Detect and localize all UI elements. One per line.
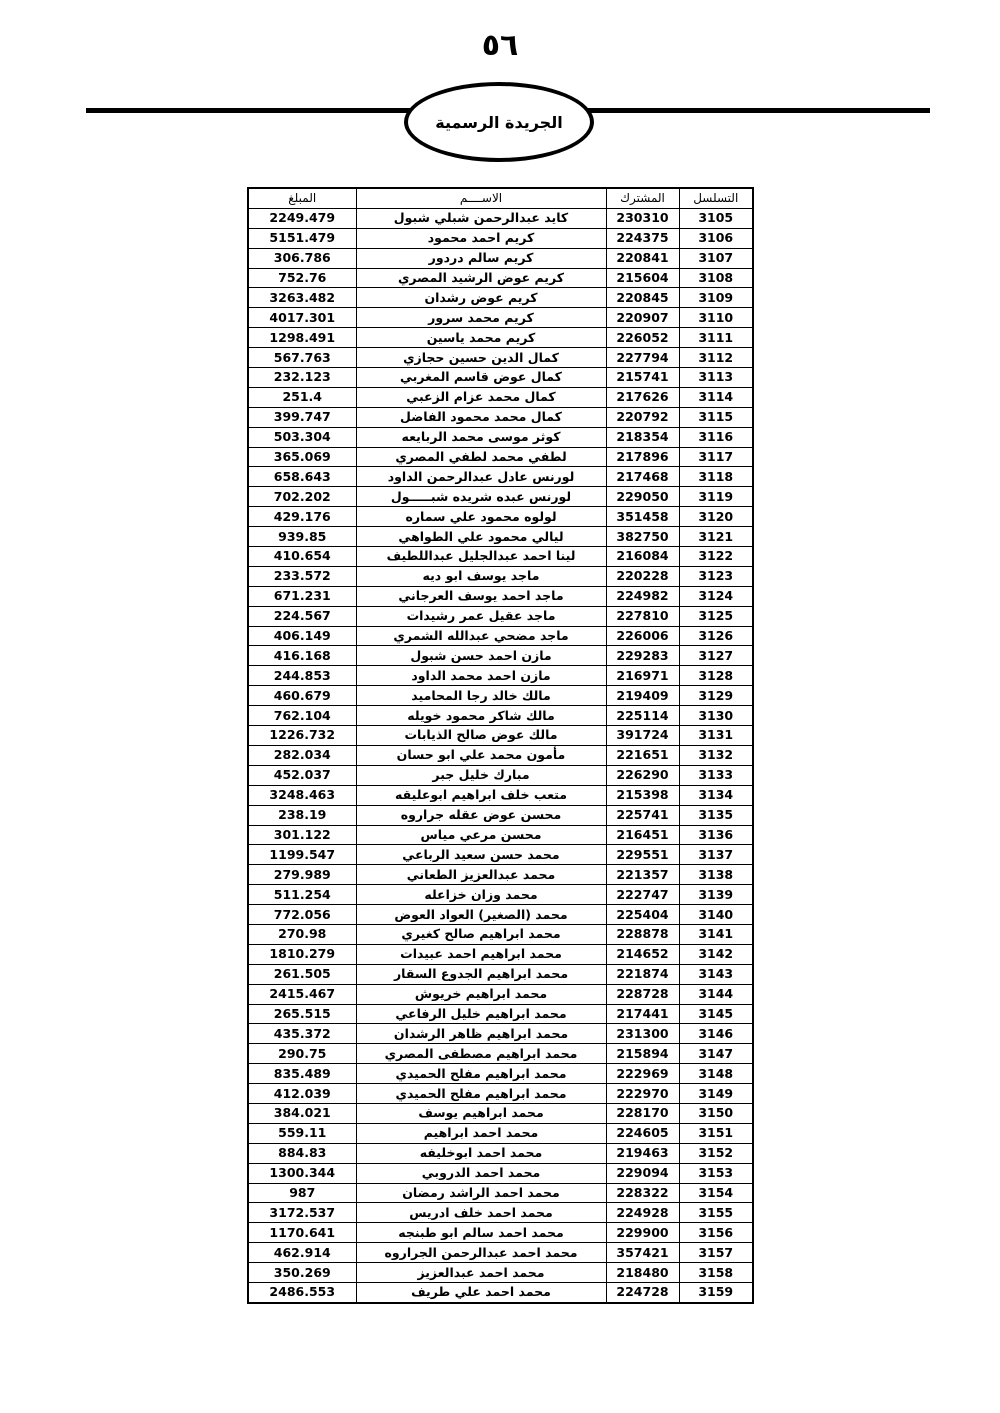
table-row xyxy=(248,1123,753,1143)
cell-serial: 3121 xyxy=(679,527,753,547)
cell-name: مالك خالد رجا المحاميد xyxy=(356,686,606,706)
cell-amount: 1199.547 xyxy=(248,845,356,865)
cell-serial: 3153 xyxy=(679,1163,753,1183)
cell-amount: 232.123 xyxy=(248,368,356,388)
cell-subscriber: 224982 xyxy=(606,586,679,606)
cell-subscriber: 231300 xyxy=(606,1024,679,1044)
cell-serial: 3113 xyxy=(679,368,753,388)
table-row xyxy=(248,885,753,905)
cell-serial: 3146 xyxy=(679,1024,753,1044)
cell-subscriber: 226290 xyxy=(606,765,679,785)
table-row xyxy=(248,1183,753,1203)
cell-serial: 3106 xyxy=(679,228,753,248)
cell-serial: 3126 xyxy=(679,626,753,646)
cell-subscriber: 218480 xyxy=(606,1263,679,1283)
cell-subscriber: 217896 xyxy=(606,447,679,467)
cell-amount: 987 xyxy=(248,1183,356,1203)
header-oval xyxy=(404,82,594,162)
cell-serial: 3151 xyxy=(679,1123,753,1143)
cell-amount: 365.069 xyxy=(248,447,356,467)
cell-amount: 762.104 xyxy=(248,706,356,726)
cell-amount: 261.505 xyxy=(248,964,356,984)
table-row xyxy=(248,248,753,268)
cell-name: متعب خلف ابراهيم ابوعليقه xyxy=(356,785,606,805)
table-row xyxy=(248,706,753,726)
cell-amount: 279.989 xyxy=(248,865,356,885)
cell-subscriber: 214652 xyxy=(606,944,679,964)
cell-serial: 3142 xyxy=(679,944,753,964)
cell-name: كريم احمد محمود xyxy=(356,228,606,248)
table-row xyxy=(248,646,753,666)
cell-subscriber: 220228 xyxy=(606,566,679,586)
cell-serial: 3144 xyxy=(679,984,753,1004)
cell-name: مأمون محمد علي ابو حسان xyxy=(356,745,606,765)
cell-subscriber: 220841 xyxy=(606,248,679,268)
cell-name: محمد احمد سالم ابو طبنجه xyxy=(356,1223,606,1243)
cell-name: مازن احمد محمد الداود xyxy=(356,666,606,686)
cell-name: محمد احمد الدروبي xyxy=(356,1163,606,1183)
table-row xyxy=(248,447,753,467)
cell-name: مالك عوض صالح الذيابات xyxy=(356,726,606,746)
cell-serial: 3116 xyxy=(679,427,753,447)
cell-subscriber: 220907 xyxy=(606,308,679,328)
cell-subscriber: 224728 xyxy=(606,1282,679,1302)
cell-name: محمد احمد ابوخليفه xyxy=(356,1143,606,1163)
cell-amount: 1300.344 xyxy=(248,1163,356,1183)
cell-name: محمد ابراهيم خليل الرفاعي xyxy=(356,1004,606,1024)
cell-serial: 3149 xyxy=(679,1084,753,1104)
cell-name: لورنس عادل عبدالرحمن الداود xyxy=(356,467,606,487)
cell-name: محمد وزان خزاعله xyxy=(356,885,606,905)
cell-name: مالك شاكر محمود خويله xyxy=(356,706,606,726)
cell-amount: 752.76 xyxy=(248,268,356,288)
cell-name: كريم محمد سرور xyxy=(356,308,606,328)
table-row xyxy=(248,368,753,388)
cell-serial: 3158 xyxy=(679,1263,753,1283)
page-number: ٥٦ xyxy=(481,28,519,63)
cell-amount: 5151.479 xyxy=(248,228,356,248)
cell-serial: 3110 xyxy=(679,308,753,328)
cell-amount: 306.786 xyxy=(248,248,356,268)
cell-serial: 3135 xyxy=(679,805,753,825)
cell-name: كايد عبدالرحمن شبلي شبول xyxy=(356,208,606,228)
cell-name: كريم عوض رشدان xyxy=(356,288,606,308)
cell-amount: 452.037 xyxy=(248,765,356,785)
cell-serial: 3139 xyxy=(679,885,753,905)
table-row xyxy=(248,387,753,407)
cell-serial: 3114 xyxy=(679,387,753,407)
table-row xyxy=(248,845,753,865)
cell-subscriber: 222969 xyxy=(606,1064,679,1084)
cell-amount: 559.11 xyxy=(248,1123,356,1143)
cell-amount: 301.122 xyxy=(248,825,356,845)
table-row xyxy=(248,1064,753,1084)
cell-amount: 282.034 xyxy=(248,745,356,765)
table-row xyxy=(248,984,753,1004)
cell-name: كوثر موسى محمد الربايعه xyxy=(356,427,606,447)
cell-amount: 939.85 xyxy=(248,527,356,547)
table-row xyxy=(248,308,753,328)
cell-name: محمد احمد علي طريف xyxy=(356,1282,606,1302)
cell-amount: 384.021 xyxy=(248,1103,356,1123)
cell-amount: 1226.732 xyxy=(248,726,356,746)
cell-subscriber: 215604 xyxy=(606,268,679,288)
cell-serial: 3128 xyxy=(679,666,753,686)
cell-amount: 416.168 xyxy=(248,646,356,666)
cell-subscriber: 391724 xyxy=(606,726,679,746)
cell-serial: 3152 xyxy=(679,1143,753,1163)
table-row xyxy=(248,487,753,507)
cell-name: ماجد عقيل عمر رشيدات xyxy=(356,606,606,626)
cell-amount: 238.19 xyxy=(248,805,356,825)
cell-subscriber: 229283 xyxy=(606,646,679,666)
table-row xyxy=(248,228,753,248)
cell-name: محمد احمد الراشد رمضان xyxy=(356,1183,606,1203)
cell-name: لينا احمد عبدالجليل عبداللطيف xyxy=(356,547,606,567)
cell-amount: 567.763 xyxy=(248,348,356,368)
table-row xyxy=(248,1143,753,1163)
cell-subscriber: 351458 xyxy=(606,507,679,527)
cell-amount: 3172.537 xyxy=(248,1203,356,1223)
cell-serial: 3133 xyxy=(679,765,753,785)
table-row xyxy=(248,1044,753,1064)
cell-amount: 835.489 xyxy=(248,1064,356,1084)
header-subscriber: المشترك xyxy=(606,188,679,208)
table-row xyxy=(248,348,753,368)
cell-name: محسن مرعي مياس xyxy=(356,825,606,845)
cell-serial: 3150 xyxy=(679,1103,753,1123)
table-row xyxy=(248,1282,753,1302)
cell-subscriber: 229551 xyxy=(606,845,679,865)
table-row xyxy=(248,944,753,964)
cell-subscriber: 216451 xyxy=(606,825,679,845)
cell-amount: 1170.641 xyxy=(248,1223,356,1243)
table-row xyxy=(248,407,753,427)
cell-name: ليالي محمود علي الطواهي xyxy=(356,527,606,547)
cell-serial: 3155 xyxy=(679,1203,753,1223)
table-row xyxy=(248,924,753,944)
cell-amount: 462.914 xyxy=(248,1243,356,1263)
table-row xyxy=(248,427,753,447)
cell-serial: 3117 xyxy=(679,447,753,467)
table-row xyxy=(248,208,753,228)
cell-amount: 350.269 xyxy=(248,1263,356,1283)
payments-table-container xyxy=(247,187,752,1304)
header-amount: المبلغ xyxy=(248,188,356,208)
cell-subscriber: 215894 xyxy=(606,1044,679,1064)
cell-serial: 3125 xyxy=(679,606,753,626)
header-serial: التسلسل xyxy=(679,188,753,208)
cell-name: محمد ابراهيم مصطفى المصري xyxy=(356,1044,606,1064)
table-row xyxy=(248,1084,753,1104)
cell-serial: 3156 xyxy=(679,1223,753,1243)
table-row xyxy=(248,666,753,686)
cell-subscriber: 216971 xyxy=(606,666,679,686)
cell-subscriber: 357421 xyxy=(606,1243,679,1263)
table-row xyxy=(248,606,753,626)
cell-subscriber: 224928 xyxy=(606,1203,679,1223)
cell-name: محمد ابراهيم مفلح الحميدي xyxy=(356,1064,606,1084)
cell-serial: 3122 xyxy=(679,547,753,567)
cell-subscriber: 228728 xyxy=(606,984,679,1004)
cell-serial: 3159 xyxy=(679,1282,753,1302)
cell-amount: 2249.479 xyxy=(248,208,356,228)
cell-amount: 244.853 xyxy=(248,666,356,686)
cell-subscriber: 226006 xyxy=(606,626,679,646)
cell-serial: 3143 xyxy=(679,964,753,984)
cell-amount: 702.202 xyxy=(248,487,356,507)
cell-subscriber: 217441 xyxy=(606,1004,679,1024)
cell-subscriber: 225114 xyxy=(606,706,679,726)
cell-serial: 3127 xyxy=(679,646,753,666)
cell-subscriber: 221874 xyxy=(606,964,679,984)
cell-serial: 3132 xyxy=(679,745,753,765)
cell-amount: 1810.279 xyxy=(248,944,356,964)
cell-subscriber: 222747 xyxy=(606,885,679,905)
cell-subscriber: 228878 xyxy=(606,924,679,944)
cell-subscriber: 220845 xyxy=(606,288,679,308)
cell-amount: 3263.482 xyxy=(248,288,356,308)
cell-name: مبارك خليل جبر xyxy=(356,765,606,785)
table-row xyxy=(248,805,753,825)
header-name: الاســــم xyxy=(356,188,606,208)
table-row xyxy=(248,527,753,547)
table-row xyxy=(248,467,753,487)
cell-serial: 3105 xyxy=(679,208,753,228)
cell-subscriber: 221651 xyxy=(606,745,679,765)
cell-name: لورنس عبده شريده شبـــــول xyxy=(356,487,606,507)
cell-serial: 3111 xyxy=(679,328,753,348)
cell-subscriber: 216084 xyxy=(606,547,679,567)
cell-amount: 290.75 xyxy=(248,1044,356,1064)
cell-name: محمد ابراهيم الجدوع السقار xyxy=(356,964,606,984)
cell-amount: 270.98 xyxy=(248,924,356,944)
cell-name: محمد احمد خلف ادريس xyxy=(356,1203,606,1223)
cell-amount: 435.372 xyxy=(248,1024,356,1044)
cell-subscriber: 224375 xyxy=(606,228,679,248)
header-title: الجريدة الرسمية xyxy=(435,112,563,132)
table-row xyxy=(248,865,753,885)
cell-amount: 412.039 xyxy=(248,1084,356,1104)
cell-serial: 3129 xyxy=(679,686,753,706)
cell-amount: 3248.463 xyxy=(248,785,356,805)
table-row xyxy=(248,1203,753,1223)
cell-serial: 3130 xyxy=(679,706,753,726)
cell-subscriber: 225404 xyxy=(606,905,679,925)
cell-name: مازن احمد حسن شبول xyxy=(356,646,606,666)
cell-serial: 3154 xyxy=(679,1183,753,1203)
cell-subscriber: 215741 xyxy=(606,368,679,388)
table-body xyxy=(248,208,753,1302)
cell-amount: 265.515 xyxy=(248,1004,356,1024)
table-row xyxy=(248,1004,753,1024)
cell-serial: 3119 xyxy=(679,487,753,507)
cell-subscriber: 229094 xyxy=(606,1163,679,1183)
cell-amount: 233.572 xyxy=(248,566,356,586)
cell-name: محمد عبدالعزيز الطعاني xyxy=(356,865,606,885)
cell-subscriber: 229900 xyxy=(606,1223,679,1243)
cell-amount: 772.056 xyxy=(248,905,356,925)
cell-subscriber: 219463 xyxy=(606,1143,679,1163)
cell-serial: 3118 xyxy=(679,467,753,487)
payments-table xyxy=(247,187,754,1304)
cell-serial: 3120 xyxy=(679,507,753,527)
cell-name: لطفي محمد لطفي المصري xyxy=(356,447,606,467)
cell-serial: 3148 xyxy=(679,1064,753,1084)
cell-serial: 3137 xyxy=(679,845,753,865)
cell-subscriber: 219409 xyxy=(606,686,679,706)
cell-subscriber: 227794 xyxy=(606,348,679,368)
cell-subscriber: 220792 xyxy=(606,407,679,427)
cell-serial: 3147 xyxy=(679,1044,753,1064)
table-row xyxy=(248,586,753,606)
cell-name: محمد (الصغير) العواد العوض xyxy=(356,905,606,925)
table-row xyxy=(248,1163,753,1183)
cell-amount: 429.176 xyxy=(248,507,356,527)
cell-subscriber: 218354 xyxy=(606,427,679,447)
table-row xyxy=(248,1223,753,1243)
cell-serial: 3107 xyxy=(679,248,753,268)
cell-subscriber: 229050 xyxy=(606,487,679,507)
table-row xyxy=(248,726,753,746)
cell-name: كمال محمد عزام الزعبي xyxy=(356,387,606,407)
cell-name: محمد ابراهيم احمد عبيدات xyxy=(356,944,606,964)
cell-name: محسن عوض عقله جراروه xyxy=(356,805,606,825)
table-row xyxy=(248,626,753,646)
cell-serial: 3136 xyxy=(679,825,753,845)
table-row xyxy=(248,507,753,527)
cell-amount: 2415.467 xyxy=(248,984,356,1004)
cell-name: كريم محمد ياسين xyxy=(356,328,606,348)
table-row xyxy=(248,288,753,308)
cell-serial: 3112 xyxy=(679,348,753,368)
cell-serial: 3123 xyxy=(679,566,753,586)
cell-name: محمد ابراهيم يوسف xyxy=(356,1103,606,1123)
table-row xyxy=(248,566,753,586)
cell-name: كمال محمد محمود الفاضل xyxy=(356,407,606,427)
table-row xyxy=(248,1103,753,1123)
cell-serial: 3134 xyxy=(679,785,753,805)
cell-serial: 3109 xyxy=(679,288,753,308)
cell-serial: 3145 xyxy=(679,1004,753,1024)
cell-serial: 3115 xyxy=(679,407,753,427)
cell-name: محمد احمد عبدالعزيز xyxy=(356,1263,606,1283)
cell-subscriber: 227810 xyxy=(606,606,679,626)
table-row xyxy=(248,825,753,845)
cell-serial: 3141 xyxy=(679,924,753,944)
cell-name: لولوه محمود علي سماره xyxy=(356,507,606,527)
cell-amount: 460.679 xyxy=(248,686,356,706)
cell-amount: 410.654 xyxy=(248,547,356,567)
cell-name: محمد ابراهيم خريوش xyxy=(356,984,606,1004)
cell-name: ماجد يوسف ابو ديه xyxy=(356,566,606,586)
cell-amount: 1298.491 xyxy=(248,328,356,348)
cell-subscriber: 217468 xyxy=(606,467,679,487)
table-row xyxy=(248,268,753,288)
cell-amount: 671.231 xyxy=(248,586,356,606)
cell-serial: 3157 xyxy=(679,1243,753,1263)
cell-amount: 2486.553 xyxy=(248,1282,356,1302)
cell-subscriber: 228322 xyxy=(606,1183,679,1203)
cell-subscriber: 228170 xyxy=(606,1103,679,1123)
cell-serial: 3108 xyxy=(679,268,753,288)
cell-amount: 4017.301 xyxy=(248,308,356,328)
table-row xyxy=(248,686,753,706)
table-row xyxy=(248,905,753,925)
cell-serial: 3140 xyxy=(679,905,753,925)
cell-amount: 251.4 xyxy=(248,387,356,407)
cell-amount: 511.254 xyxy=(248,885,356,905)
cell-name: محمد ابراهيم مفلح الحميدي xyxy=(356,1084,606,1104)
cell-serial: 3124 xyxy=(679,586,753,606)
cell-subscriber: 224605 xyxy=(606,1123,679,1143)
cell-subscriber: 230310 xyxy=(606,208,679,228)
table-row xyxy=(248,745,753,765)
cell-name: محمد ابراهيم ظاهر الرشدان xyxy=(356,1024,606,1044)
cell-name: ماجد احمد يوسف العرجاني xyxy=(356,586,606,606)
cell-subscriber: 382750 xyxy=(606,527,679,547)
table-row xyxy=(248,785,753,805)
cell-amount: 884.83 xyxy=(248,1143,356,1163)
cell-name: كريم عوض الرشيد المصري xyxy=(356,268,606,288)
cell-amount: 224.567 xyxy=(248,606,356,626)
cell-subscriber: 226052 xyxy=(606,328,679,348)
cell-subscriber: 225741 xyxy=(606,805,679,825)
cell-name: محمد ابراهيم صالح كغيري xyxy=(356,924,606,944)
table-row xyxy=(248,1263,753,1283)
cell-serial: 3131 xyxy=(679,726,753,746)
table-row xyxy=(248,964,753,984)
cell-serial: 3138 xyxy=(679,865,753,885)
cell-amount: 406.149 xyxy=(248,626,356,646)
table-row xyxy=(248,1024,753,1044)
cell-name: كريم سالم دردور xyxy=(356,248,606,268)
cell-name: كمال عوض قاسم المغربي xyxy=(356,368,606,388)
cell-amount: 658.643 xyxy=(248,467,356,487)
cell-amount: 399.747 xyxy=(248,407,356,427)
cell-subscriber: 215398 xyxy=(606,785,679,805)
table-header-row xyxy=(248,188,753,208)
cell-name: كمال الدين حسين حجازي xyxy=(356,348,606,368)
cell-subscriber: 217626 xyxy=(606,387,679,407)
cell-amount: 503.304 xyxy=(248,427,356,447)
table-row xyxy=(248,328,753,348)
cell-subscriber: 221357 xyxy=(606,865,679,885)
table-row xyxy=(248,547,753,567)
cell-name: محمد حسن سعيد الرباعي xyxy=(356,845,606,865)
table-row xyxy=(248,1243,753,1263)
cell-name: محمد احمد عبدالرحمن الجراروه xyxy=(356,1243,606,1263)
table-row xyxy=(248,765,753,785)
cell-subscriber: 222970 xyxy=(606,1084,679,1104)
cell-name: محمد احمد ابراهيم xyxy=(356,1123,606,1143)
cell-name: ماجد مضحي عبدالله الشمري xyxy=(356,626,606,646)
